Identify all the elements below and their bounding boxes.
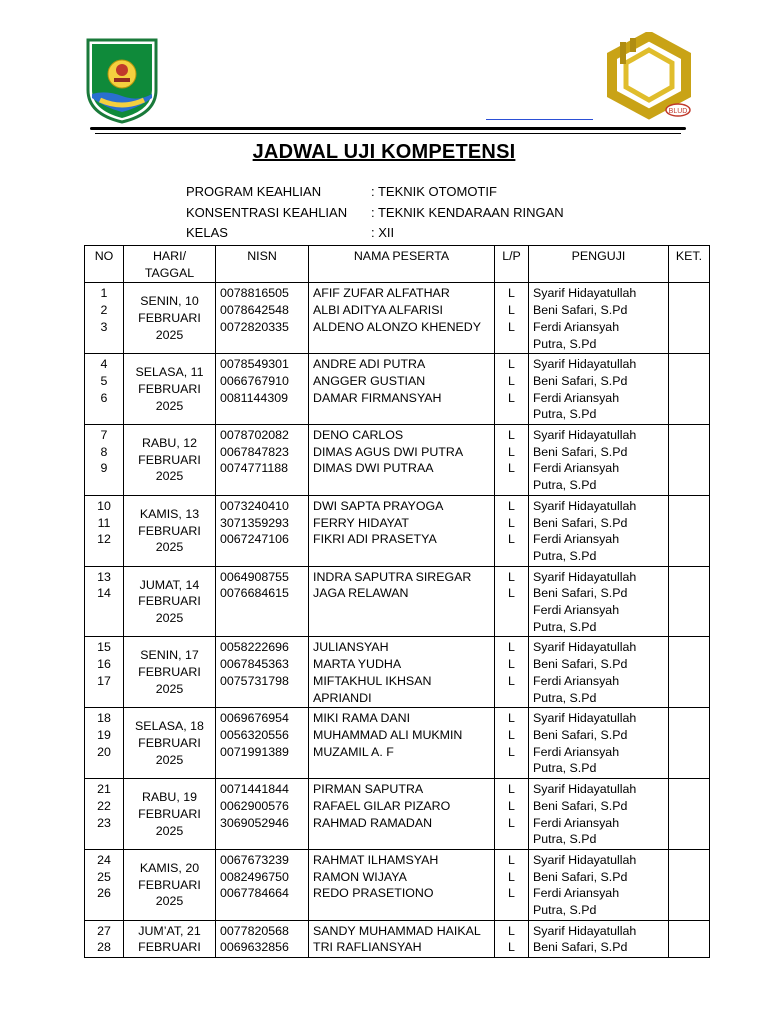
row-nisn xyxy=(216,637,309,708)
row-nama-line: JAGA RELAWAN xyxy=(313,586,409,601)
row-penguji-line: Beni Safari, S.Pd xyxy=(533,657,628,672)
row-day-line: JUM’AT, 21 xyxy=(138,923,201,938)
row-nama-line: INDRA SAPUTRA SIREGAR xyxy=(313,569,472,584)
row-penguji xyxy=(529,283,669,354)
row-day-line: 2025 xyxy=(155,398,184,413)
row-lp xyxy=(495,354,529,425)
row-nisn xyxy=(216,425,309,496)
row-day-wrap xyxy=(128,781,211,839)
row-lp-line: L xyxy=(508,357,515,372)
row-day-line: 2025 xyxy=(155,894,184,909)
row-nisn xyxy=(216,849,309,920)
table-row xyxy=(85,637,710,708)
row-penguji-line: Syarif Hidayatullah xyxy=(533,640,637,655)
table-row xyxy=(85,425,710,496)
row-nisn-line: 0067784664 xyxy=(220,886,289,901)
row-no xyxy=(85,849,124,920)
row-nama-line: TRI RAFLIANSYAH xyxy=(313,940,422,955)
row-nisn-line: 0067845363 xyxy=(220,657,289,672)
row-lp xyxy=(495,920,529,957)
row-nama-line: DIMAS AGUS DWI PUTRA xyxy=(313,444,464,459)
row-lp-line: L xyxy=(508,673,515,688)
row-nama xyxy=(309,708,495,779)
row-no-line: 1 xyxy=(100,286,108,301)
row-nama-line: MARTA YUDHA xyxy=(313,657,402,672)
row-day-line: FEBRUARI xyxy=(138,594,201,609)
info-value: : TEKNIK KENDARAAN RINGAN xyxy=(371,205,564,220)
row-no-line: 27 xyxy=(97,923,111,938)
row-day-wrap xyxy=(128,498,211,556)
row-lp-line: L xyxy=(508,940,515,955)
row-day-line: SENIN, 17 xyxy=(140,648,199,663)
row-day-line: 2025 xyxy=(155,327,184,342)
row-lp-line: L xyxy=(508,532,515,547)
row-penguji-line: Beni Safari, S.Pd xyxy=(533,869,628,884)
row-penguji-line: Syarif Hidayatullah xyxy=(533,923,637,938)
header-nisn: NISN xyxy=(216,246,309,283)
row-day-line: FEBRUARI xyxy=(138,665,201,680)
row-nama xyxy=(309,354,495,425)
row-nisn-line: 0056320556 xyxy=(220,727,289,742)
row-nisn-line: 3069052946 xyxy=(220,815,289,830)
row-nama-line: APRIANDI xyxy=(313,690,372,705)
row-no-line: 10 xyxy=(97,498,111,513)
row-nama-line: DENO CARLOS xyxy=(313,428,404,443)
row-day-line: KAMIS, 13 xyxy=(139,506,200,521)
row-day-line: 2025 xyxy=(155,540,184,555)
row-no-line: 2 xyxy=(100,303,108,318)
row-no-line: 28 xyxy=(97,940,111,955)
row-nama xyxy=(309,637,495,708)
row-nisn-line: 0077820568 xyxy=(220,923,289,938)
row-nama-line: MUZAMIL A. F xyxy=(313,744,394,759)
row-penguji-line: Putra, S.Pd xyxy=(533,548,597,563)
schedule-body xyxy=(85,283,710,958)
row-nama xyxy=(309,849,495,920)
row-lp-line: L xyxy=(508,286,515,301)
table-row xyxy=(85,354,710,425)
row-nisn-line: 0075731798 xyxy=(220,673,289,688)
table-row xyxy=(85,779,710,850)
row-no-line: 6 xyxy=(100,390,108,405)
row-no xyxy=(85,283,124,354)
row-nisn-line: 0069632856 xyxy=(220,940,289,955)
regional-emblem-logo xyxy=(86,38,158,124)
row-lp-line: L xyxy=(508,815,515,830)
row-day-line: FEBRUARI xyxy=(138,381,201,396)
row-penguji-line: Syarif Hidayatullah xyxy=(533,569,637,584)
row-penguji-line: Ferdi Ariansyah xyxy=(533,390,620,405)
row-day xyxy=(124,283,216,354)
row-penguji-line: Syarif Hidayatullah xyxy=(533,498,637,513)
row-penguji-line: Putra, S.Pd xyxy=(533,407,597,422)
row-day xyxy=(124,566,216,637)
row-no-line: 25 xyxy=(97,869,111,884)
row-penguji xyxy=(529,566,669,637)
row-nisn xyxy=(216,708,309,779)
row-nisn-line: 0073240410 xyxy=(220,498,289,513)
row-nisn-line: 0064908755 xyxy=(220,569,289,584)
row-nama-line: JULIANSYAH xyxy=(313,640,389,655)
row-penguji-line: Putra, S.Pd xyxy=(533,832,597,847)
row-nisn xyxy=(216,920,309,957)
row-penguji-line: Ferdi Ariansyah xyxy=(533,319,620,334)
row-ket xyxy=(669,637,710,708)
row-day-wrap xyxy=(128,923,211,956)
row-day xyxy=(124,354,216,425)
row-penguji-line: Syarif Hidayatullah xyxy=(533,286,637,301)
row-lp-line: L xyxy=(508,744,515,759)
row-day xyxy=(124,920,216,957)
info-value: : XII xyxy=(371,225,395,240)
row-no xyxy=(85,920,124,957)
row-no xyxy=(85,779,124,850)
row-lp-line: L xyxy=(508,923,515,938)
row-lp-line: L xyxy=(508,869,515,884)
row-nisn xyxy=(216,495,309,566)
row-ket xyxy=(669,920,710,957)
header-nama: NAMA PESERTA xyxy=(309,246,495,283)
row-nisn-line: 0062900576 xyxy=(220,798,289,813)
header-penguji: PENGUJI xyxy=(529,246,669,283)
row-penguji-line: Beni Safari, S.Pd xyxy=(533,940,628,955)
row-penguji-line: Ferdi Ariansyah xyxy=(533,461,620,476)
row-nama-line: ANDRE ADI PUTRA xyxy=(313,357,426,372)
row-nama-line: REDO PRASETIONO xyxy=(313,886,434,901)
header-no: NO xyxy=(85,246,124,283)
row-penguji-line: Beni Safari, S.Pd xyxy=(533,373,628,388)
row-lp-line: L xyxy=(508,657,515,672)
row-nisn-line: 0081144309 xyxy=(220,390,288,405)
table-row xyxy=(85,920,710,957)
row-day-line: 2025 xyxy=(155,469,184,484)
row-no-line: 19 xyxy=(97,727,111,742)
row-penguji xyxy=(529,637,669,708)
row-penguji-line: Syarif Hidayatullah xyxy=(533,782,637,797)
schedule-table xyxy=(84,245,710,958)
row-day xyxy=(124,708,216,779)
row-nama xyxy=(309,920,495,957)
row-lp-line: L xyxy=(508,886,515,901)
row-day-line: FEBRUARI xyxy=(138,806,201,821)
row-no-line: 14 xyxy=(97,586,111,601)
row-no-line: 5 xyxy=(100,373,108,388)
row-nisn-line: 0078702082 xyxy=(220,428,289,443)
row-lp-line: L xyxy=(508,782,515,797)
row-nisn xyxy=(216,779,309,850)
row-no-line: 3 xyxy=(100,319,108,334)
row-no-line: 23 xyxy=(97,815,111,830)
row-day xyxy=(124,495,216,566)
row-day-wrap xyxy=(128,427,211,485)
row-nisn-line: 0078549301 xyxy=(220,357,289,372)
blud-label: BLUD xyxy=(668,108,688,115)
row-day xyxy=(124,637,216,708)
row-no xyxy=(85,637,124,708)
row-nisn-line: 0078642548 xyxy=(220,303,289,318)
row-penguji-line: Ferdi Ariansyah xyxy=(533,886,620,901)
table-row xyxy=(85,495,710,566)
row-ket xyxy=(669,566,710,637)
row-no-line: 17 xyxy=(97,673,111,688)
row-nisn-line: 0058222696 xyxy=(220,640,289,655)
row-day-line: FEBRUARI xyxy=(138,452,201,467)
table-row xyxy=(85,849,710,920)
header-ket: KET. xyxy=(669,246,710,283)
row-day-wrap xyxy=(128,569,211,627)
row-day-wrap xyxy=(128,285,211,343)
row-lp-line: L xyxy=(508,303,515,318)
row-nama-line: DIMAS DWI PUTRAA xyxy=(313,461,434,476)
row-day-line: JUMAT, 14 xyxy=(139,577,200,592)
row-lp-line: L xyxy=(508,498,515,513)
row-no-line: 26 xyxy=(97,886,111,901)
row-no-line: 15 xyxy=(97,640,111,655)
row-penguji-line: Putra, S.Pd xyxy=(533,336,597,351)
row-nama-line: ALDENO ALONZO KHENEDY xyxy=(313,319,482,334)
row-penguji-line: Putra, S.Pd xyxy=(533,761,597,776)
row-lp-line: L xyxy=(508,444,515,459)
row-nama-line: SANDY MUHAMMAD HAIKAL xyxy=(313,923,481,938)
row-lp-line: L xyxy=(508,390,515,405)
row-no xyxy=(85,708,124,779)
row-day-wrap xyxy=(128,356,211,414)
row-nama-line: ALBI ADITYA ALFARISI xyxy=(313,303,443,318)
row-nama xyxy=(309,779,495,850)
row-nama-line: FERRY HIDAYAT xyxy=(313,515,409,530)
row-lp-line: L xyxy=(508,373,515,388)
row-lp-line: L xyxy=(508,711,515,726)
row-penguji-line: Ferdi Ariansyah xyxy=(533,673,620,688)
row-lp xyxy=(495,779,529,850)
row-nisn-line: 0078816505 xyxy=(220,286,289,301)
info-value: : TEKNIK OTOMOTIF xyxy=(371,184,497,199)
row-lp xyxy=(495,637,529,708)
row-nama xyxy=(309,566,495,637)
row-penguji-line: Ferdi Ariansyah xyxy=(533,532,620,547)
row-lp xyxy=(495,283,529,354)
header-hari: HARI/ TAGGAL xyxy=(124,246,216,283)
row-day-line: SELASA, 18 xyxy=(135,719,204,734)
row-ket xyxy=(669,354,710,425)
row-penguji-line: Putra, S.Pd xyxy=(533,903,597,918)
blud-logo xyxy=(606,32,692,120)
row-nama xyxy=(309,425,495,496)
row-day-line: KAMIS, 20 xyxy=(139,860,200,875)
row-ket xyxy=(669,708,710,779)
row-no-line: 9 xyxy=(100,461,108,476)
row-day-wrap xyxy=(128,710,211,768)
table-row xyxy=(85,708,710,779)
row-ket xyxy=(669,283,710,354)
row-penguji-line: Beni Safari, S.Pd xyxy=(533,303,628,318)
row-ket xyxy=(669,779,710,850)
row-no-line: 13 xyxy=(97,569,111,584)
row-nama-line: DWI SAPTA PRAYOGA xyxy=(313,498,444,513)
row-lp-line: L xyxy=(508,727,515,742)
row-nama-line: RAMON WIJAYA xyxy=(313,869,407,884)
row-lp xyxy=(495,708,529,779)
row-day-line: RABU, 12 xyxy=(141,436,198,451)
row-penguji-line: Ferdi Ariansyah xyxy=(533,744,620,759)
row-penguji-line: Beni Safari, S.Pd xyxy=(533,727,628,742)
hyperlink-underline[interactable] xyxy=(486,119,593,120)
row-penguji xyxy=(529,495,669,566)
row-nama xyxy=(309,283,495,354)
row-day-line: RABU, 19 xyxy=(141,790,198,805)
row-penguji-line: Putra, S.Pd xyxy=(533,690,597,705)
row-nisn-line: 0067847823 xyxy=(220,444,289,459)
page-title: JADWAL UJI KOMPETENSI xyxy=(252,141,516,163)
row-penguji-line: Ferdi Ariansyah xyxy=(533,815,620,830)
row-day xyxy=(124,779,216,850)
row-no-line: 4 xyxy=(100,357,108,372)
row-lp-line: L xyxy=(508,461,515,476)
row-nisn-line: 0074771188 xyxy=(220,461,288,476)
row-day-line: 2025 xyxy=(155,681,184,696)
header-rule-thick xyxy=(90,127,686,130)
row-penguji-line: Putra, S.Pd xyxy=(533,619,597,634)
row-nama-line: RAHMAT ILHAMSYAH xyxy=(313,852,439,867)
row-nisn-line: 0082496750 xyxy=(220,869,289,884)
row-no xyxy=(85,354,124,425)
row-nama-line: ANGGER GUSTIAN xyxy=(313,373,426,388)
row-ket xyxy=(669,495,710,566)
row-day-wrap xyxy=(128,852,211,910)
row-nisn-line: 0076684615 xyxy=(220,586,289,601)
row-nisn xyxy=(216,566,309,637)
row-nama-line: MIFTAKHUL IKHSAN xyxy=(313,673,432,688)
row-day-wrap xyxy=(128,639,211,697)
row-no-line: 21 xyxy=(97,782,111,797)
row-nisn xyxy=(216,283,309,354)
row-lp-line: L xyxy=(508,319,515,334)
row-no-line: 8 xyxy=(100,444,108,459)
row-nama-line: FIKRI ADI PRASETYA xyxy=(313,532,437,547)
header-lp: L/P xyxy=(495,246,529,283)
info-label: KELAS xyxy=(186,225,228,240)
row-no-line: 7 xyxy=(100,428,108,443)
row-lp-line: L xyxy=(508,428,515,443)
row-day-line: 2025 xyxy=(155,823,184,838)
row-penguji-line: Syarif Hidayatullah xyxy=(533,428,637,443)
row-no-line: 12 xyxy=(97,532,111,547)
row-nama-line: DAMAR FIRMANSYAH xyxy=(313,390,442,405)
row-penguji-line: Putra, S.Pd xyxy=(533,478,597,493)
row-day xyxy=(124,849,216,920)
row-no xyxy=(85,566,124,637)
row-nama-line: MIKI RAMA DANI xyxy=(313,711,411,726)
row-no xyxy=(85,495,124,566)
row-day-line: 2025 xyxy=(155,611,184,626)
row-penguji-line: Beni Safari, S.Pd xyxy=(533,444,628,459)
row-lp-line: L xyxy=(508,569,515,584)
row-nama xyxy=(309,495,495,566)
row-lp xyxy=(495,495,529,566)
row-lp xyxy=(495,425,529,496)
row-nisn-line: 0071441844 xyxy=(220,782,289,797)
row-day-line: 2025 xyxy=(155,752,184,767)
row-ket xyxy=(669,849,710,920)
table-row xyxy=(85,283,710,354)
header-rule-thin xyxy=(95,133,681,134)
row-penguji xyxy=(529,779,669,850)
row-day-line: SENIN, 10 xyxy=(140,294,199,309)
row-lp-line: L xyxy=(508,640,515,655)
row-day-line: FEBRUARI xyxy=(138,311,201,326)
row-lp-line: L xyxy=(508,852,515,867)
row-lp xyxy=(495,566,529,637)
row-nisn-line: 0072820335 xyxy=(220,319,289,334)
row-penguji-line: Syarif Hidayatullah xyxy=(533,711,637,726)
row-no-line: 20 xyxy=(97,744,111,759)
row-nama-line: RAHMAD RAMADAN xyxy=(313,815,433,830)
row-day-line: FEBRUARI xyxy=(138,735,201,750)
row-lp-line: L xyxy=(508,798,515,813)
row-nisn-line: 0067247106 xyxy=(220,532,289,547)
info-label: PROGRAM KEAHLIAN xyxy=(186,184,322,199)
row-nisn xyxy=(216,354,309,425)
row-lp-line: L xyxy=(508,586,515,601)
row-penguji-line: Ferdi Ariansyah xyxy=(533,603,620,618)
table-row xyxy=(85,566,710,637)
row-ket xyxy=(669,425,710,496)
row-day-line: FEBRUARI xyxy=(138,940,201,955)
row-nisn-line: 0071991389 xyxy=(220,744,289,759)
row-penguji-line: Syarif Hidayatullah xyxy=(533,357,637,372)
row-penguji xyxy=(529,425,669,496)
row-day-line: FEBRUARI xyxy=(138,877,201,892)
row-no-line: 24 xyxy=(97,852,111,867)
row-penguji-line: Beni Safari, S.Pd xyxy=(533,586,628,601)
row-nama-line: AFIF ZUFAR ALFATHAR xyxy=(313,286,450,301)
row-penguji-line: Beni Safari, S.Pd xyxy=(533,798,628,813)
row-nama-line: MUHAMMAD ALI MUKMIN xyxy=(313,727,463,742)
row-no-line: 22 xyxy=(97,798,111,813)
row-nisn-line: 0067673239 xyxy=(220,852,289,867)
row-penguji-line: Beni Safari, S.Pd xyxy=(533,515,628,530)
row-no-line: 18 xyxy=(97,711,111,726)
row-penguji xyxy=(529,354,669,425)
row-penguji xyxy=(529,708,669,779)
row-lp xyxy=(495,849,529,920)
row-day-line: FEBRUARI xyxy=(138,523,201,538)
row-nisn-line: 0069676954 xyxy=(220,711,289,726)
row-penguji xyxy=(529,920,669,957)
row-no xyxy=(85,425,124,496)
row-day-line: SELASA, 11 xyxy=(135,365,204,380)
row-day xyxy=(124,425,216,496)
row-lp-line: L xyxy=(508,515,515,530)
row-no-line: 16 xyxy=(97,657,111,672)
row-penguji xyxy=(529,849,669,920)
info-label: KONSENTRASI KEAHLIAN xyxy=(186,205,348,220)
row-nama-line: PIRMAN SAPUTRA xyxy=(313,782,424,797)
table-header-row xyxy=(85,246,710,283)
row-nisn-line: 0066767910 xyxy=(220,373,289,388)
row-nama-line: RAFAEL GILAR PIZARO xyxy=(313,798,451,813)
row-no-line: 11 xyxy=(97,515,111,530)
row-penguji-line: Syarif Hidayatullah xyxy=(533,852,637,867)
row-nisn-line: 3071359293 xyxy=(220,515,289,530)
